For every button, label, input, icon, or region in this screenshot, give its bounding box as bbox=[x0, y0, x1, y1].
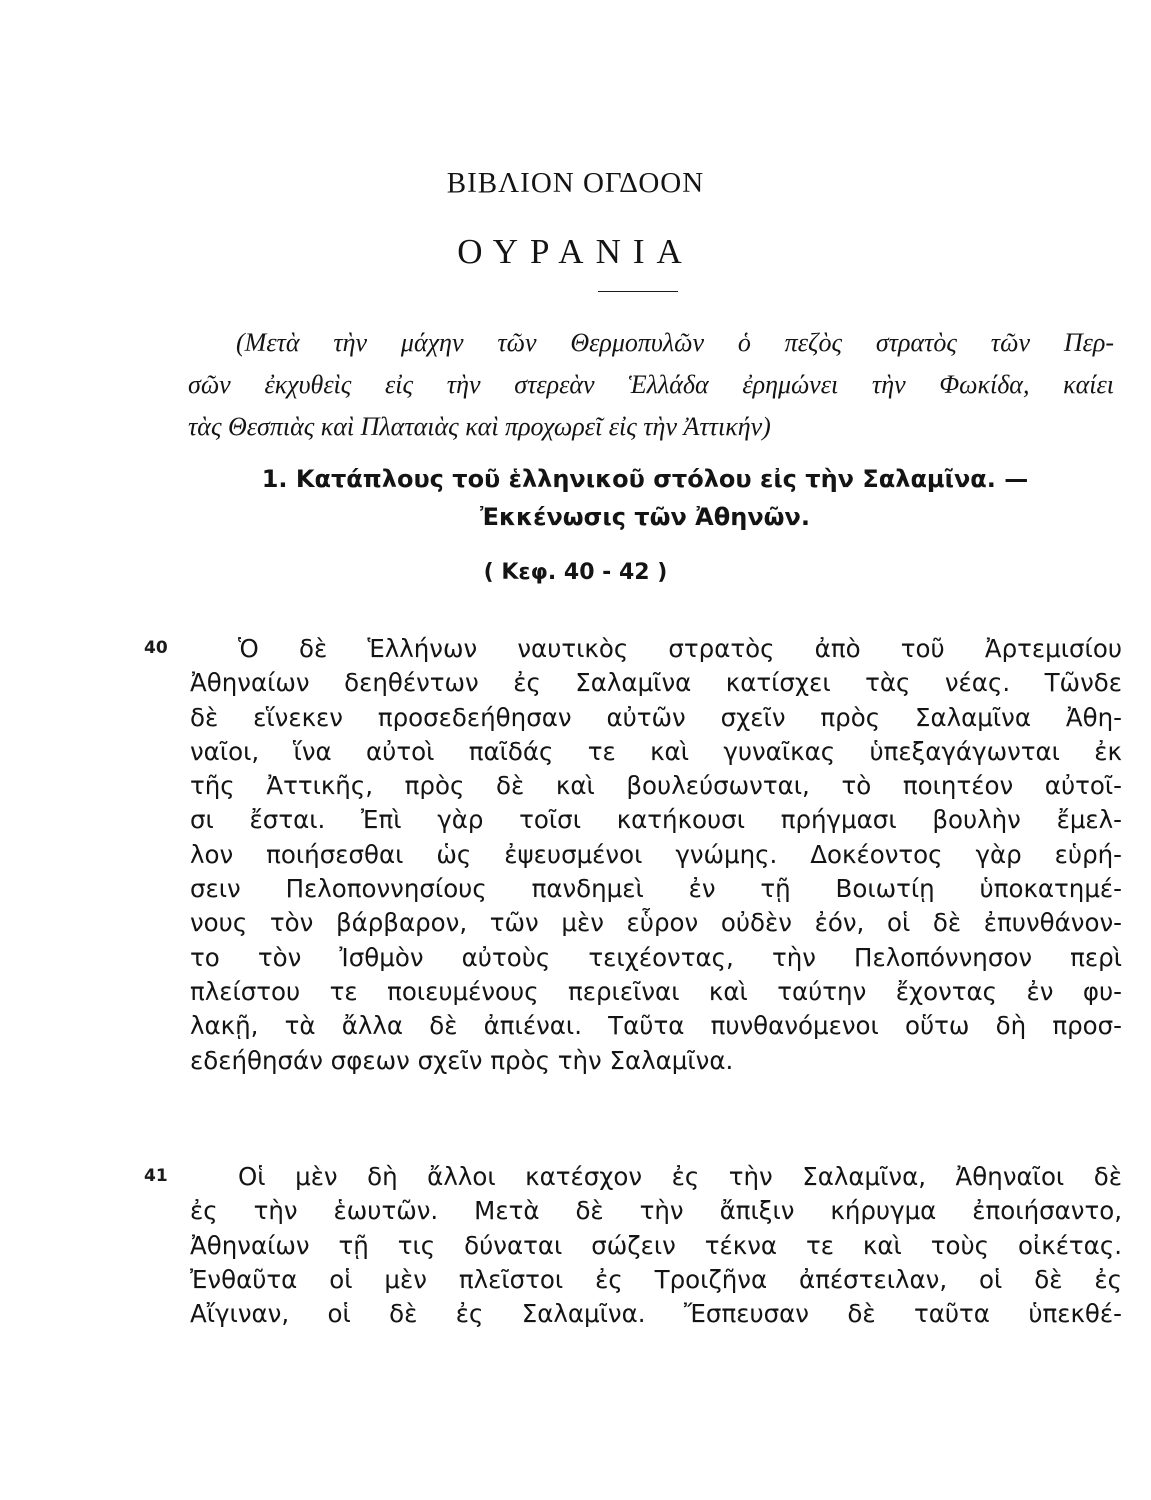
paragraph-41 bbox=[190, 1160, 1122, 1331]
text-line: Ἐνθαῦτα οἱ μὲν πλεῖστοι ἐς Τροιζῆνα ἀπέστειλαν, οἱ δὲ ἐς bbox=[190, 1264, 1122, 1294]
summary-line: τὰς Θεσπιὰς καὶ Πλαταιὰς καὶ προχωρεῖ εἰς τὴν Ἀττικήν) bbox=[188, 412, 771, 441]
section-heading bbox=[180, 460, 1110, 536]
text-line: Ἀθηναίων τῇ τις δύναται σώζειν τέκνα τε καὶ τοὺς οἰκέτας. bbox=[190, 1230, 1122, 1260]
summary-line: (Μετὰ τὴν μάχην τῶν Θερμοπυλῶν ὁ πεζὸς στρατὸς τῶν Περ- bbox=[236, 328, 1114, 357]
text-line: Οἱ μὲν δὴ ἄλλοι κατέσχον ἐς τὴν Σαλαμῖνα, Ἀθηναῖοι δὲ bbox=[238, 1162, 1122, 1191]
text-line: σειν Πελοποννησίους πανδημεὶ ἐν τῇ Βοιωτίῃ ὑποκατημέ- bbox=[190, 874, 1122, 904]
paragraph-number: 41 bbox=[144, 1166, 168, 1186]
chapter-range: ( Κεφ. 40 - 42 ) bbox=[483, 560, 668, 585]
text-line: το τὸν Ἰσθμὸν αὐτοὺς τειχέοντας, τὴν Πελοπόννησον περὶ bbox=[190, 942, 1122, 972]
text-line: Αἴγιναν, οἱ δὲ ἐς Σαλαμῖνα. Ἔσπευσαν δὲ ταῦτα ὑπεκθέ- bbox=[190, 1299, 1122, 1329]
text-line: δὲ εἵνεκεν προσεδεήθησαν αὐτῶν σχεῖν πρὸς Σαλαμῖνα Ἀθη- bbox=[190, 702, 1122, 732]
text-line: εδεήθησάν σφεων σχεῖν πρὸς τὴν Σαλαμῖνα. bbox=[190, 1045, 734, 1075]
text-line: πλείστου τε ποιευμένους περιεῖναι καὶ ταύτην ἔχοντας ἐν φυ- bbox=[190, 976, 1122, 1006]
paragraph-number: 40 bbox=[144, 638, 168, 658]
text-line: Ὁ δὲ Ἑλλήνων ναυτικὸς στρατὸς ἀπὸ τοῦ Ἀρτεμισίου bbox=[238, 634, 1122, 663]
text-line: Ἀθηναίων δεηθέντων ἐς Σαλαμῖνα κατίσχει τὰς νέας. Τῶνδε bbox=[190, 668, 1122, 698]
paragraph-40 bbox=[190, 632, 1122, 1078]
text-line: σι ἔσται. Ἐπὶ γὰρ τοῖσι κατήκουσι πρήγμασι βουλὴν ἔμελ- bbox=[190, 805, 1122, 835]
chapter-summary bbox=[188, 322, 1114, 448]
text-line: ἐς τὴν ἑωυτῶν. Μετὰ δὲ τὴν ἄπιξιν κήρυγμα ἐποιήσαντο, bbox=[190, 1196, 1122, 1226]
summary-line: σῶν ἐκχυθεὶς εἰς τὴν στερεὰν Ἑλλάδα ἐρημώνει τὴν Φωκίδα, καίει bbox=[188, 370, 1114, 399]
section-heading-line: Ἐκκένωσις τῶν Ἀθηνῶν. bbox=[480, 503, 810, 531]
text-line: νους τὸν βάρβαρον, τῶν μὲν εὗρον οὐδὲν ἐόν, οἱ δὲ ἐπυνθάνον- bbox=[190, 908, 1122, 938]
section-heading-line: 1. Κατάπλους τοῦ ἑλληνικοῦ στόλου εἰς τὴν Σαλαμῖνα. — bbox=[261, 465, 1029, 493]
text-line: ναῖοι, ἵνα αὐτοὶ παῖδάς τε καὶ γυναῖκας ὑπεξαγάγωνται ἐκ bbox=[190, 736, 1122, 766]
title-rule bbox=[598, 291, 678, 292]
book-title: ΒΙΒΛΙΟΝ ΟΓΔΟΟΝ bbox=[446, 167, 705, 199]
text-line: τῆς Ἀττικῆς, πρὸς δὲ καὶ βουλεύσωνται, τὸ ποιητέον αὐτοῖ- bbox=[190, 771, 1122, 801]
text-line: λακῇ, τὰ ἄλλα δὲ ἀπιέναι. Ταῦτα πυνθανόμενοι οὕτω δὴ προσ- bbox=[190, 1011, 1122, 1041]
text-line: λον ποιήσεσθαι ὡς ἐψευσμένοι γνώμης. Δοκέοντος γὰρ εὑρή- bbox=[190, 839, 1122, 869]
part-title: ΟΥΡΑΝΙΑ bbox=[457, 232, 694, 271]
